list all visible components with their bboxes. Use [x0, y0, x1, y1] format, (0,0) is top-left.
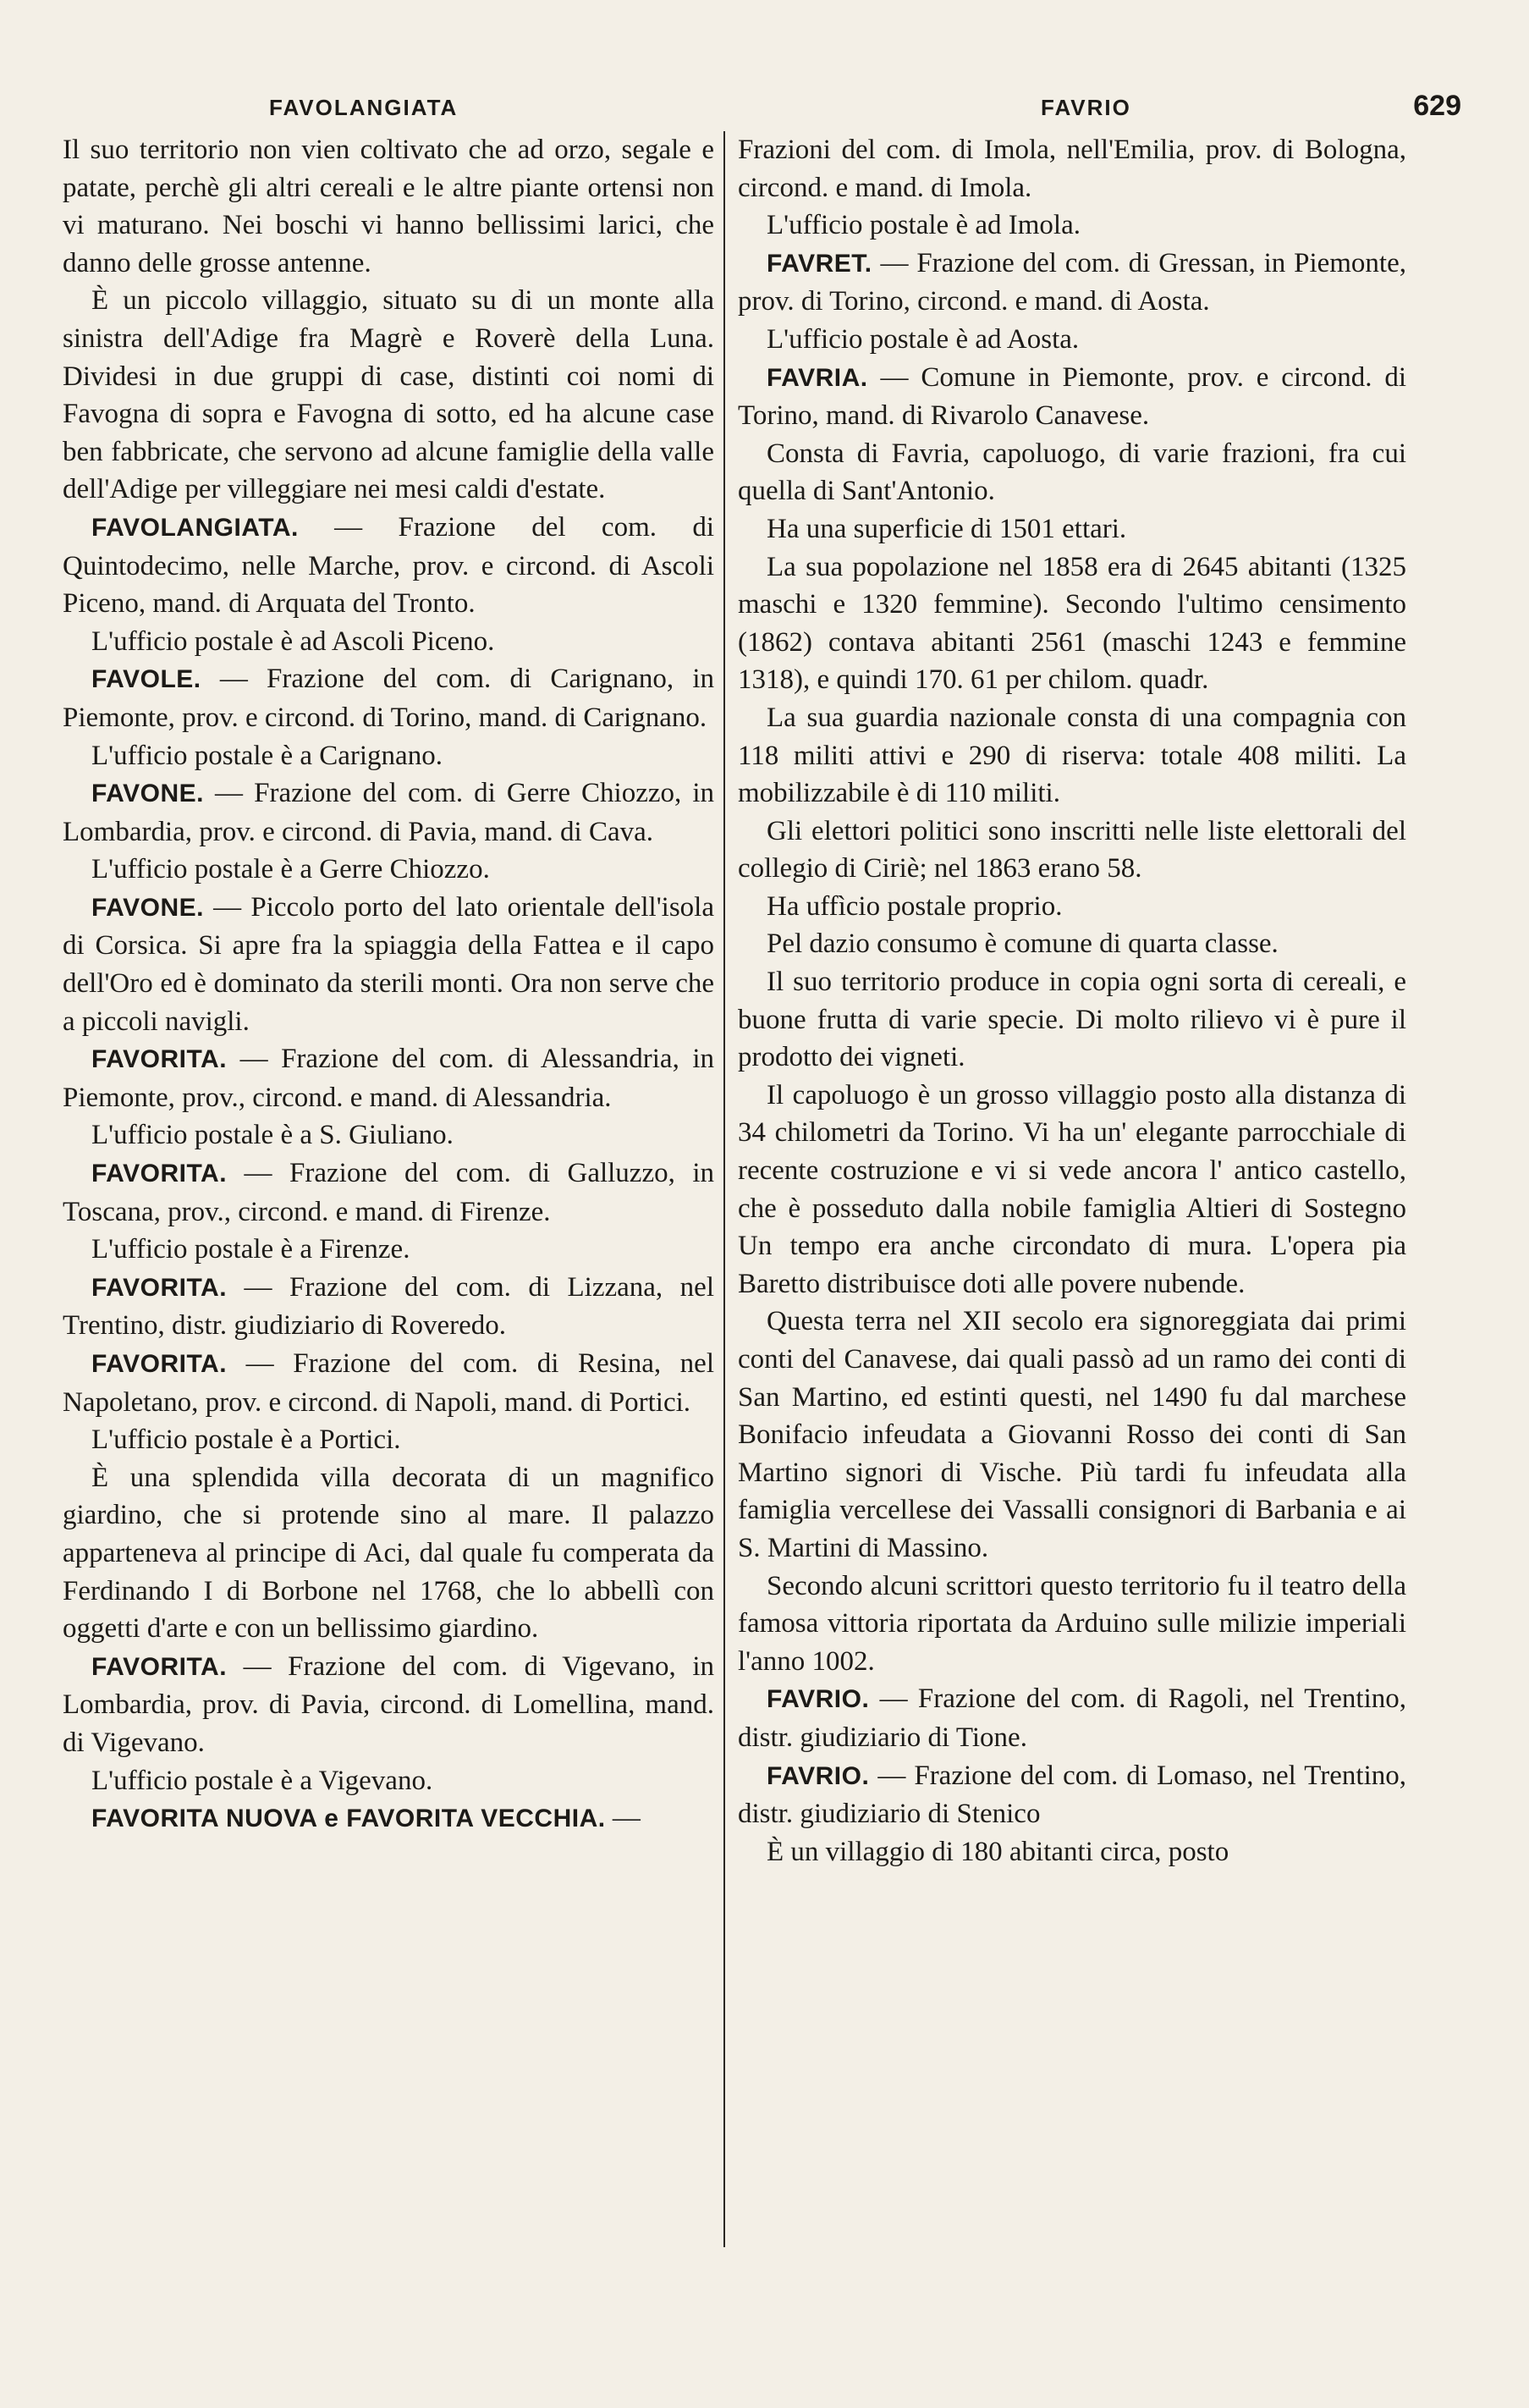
- dictionary-entry: [63, 1799, 714, 1838]
- column-divider: [723, 131, 725, 2247]
- paragraph: L'ufficio postale è a Carignano.: [91, 740, 443, 771]
- paragraph: La sua guardia nazionale consta di una compagnia con 118 militi attivi e 290 di riserva: totale 408 militi. La mobilizzabile è di 110 militi.: [738, 702, 1406, 809]
- entry-headword: FAVOLE.: [91, 665, 201, 694]
- entry-headword: FAVONE.: [91, 780, 204, 808]
- dictionary-entry: [63, 1154, 714, 1231]
- entry-text: — Frazione del com. di Gressan, in Piemonte, prov. di Torino, circond. e mand. di Aosta.: [738, 247, 1406, 317]
- entry-headword: FAVORITA.: [91, 1160, 228, 1188]
- entry-text: — Frazione del com. di Vigevano, in Lombardia, prov. di Pavia, circond. di Lomellina, mand. di Vigevano.: [63, 1650, 714, 1758]
- page-number: 629: [1413, 90, 1461, 122]
- entry-headword: FAVOLANGIATA.: [91, 513, 299, 542]
- paragraph: Gli elettori politici sono inscritti nelle liste elettorali del collegio di Ciriè; nel 1863 erano 58.: [738, 815, 1406, 884]
- paragraph: L'ufficio postale è ad Imola.: [767, 210, 1081, 241]
- paragraph: La sua popolazione nel 1858 era di 2645 abitanti (1325 maschi e 1320 femmine). Secondo l'ultimo censimento (1862) contava abitanti 2561 (maschi 1243 e femmine 1318), e quindi 170. 61 per chilom. quadr.: [738, 551, 1406, 696]
- entry-text: — Frazione del com. di Quintodecimo, nelle Marche, prov. e circond. di Ascoli Piceno, mand. di Arquata del Tronto.: [63, 511, 714, 620]
- paragraph: L'ufficio postale è a Vigevano.: [91, 1765, 433, 1796]
- paragraph: L'ufficio postale è ad Aosta.: [767, 323, 1080, 355]
- paragraph: L'ufficio postale è a Gerre Chiozzo.: [91, 854, 490, 885]
- entry-text: — Frazione del com. di Gerre Chiozzo, in Lombardia, prov. e circond. di Pavia, mand. di Cava.: [63, 778, 714, 847]
- dictionary-entry: [63, 509, 714, 623]
- entry-text: — Frazione del com. di Carignano, in Piemonte, prov. e circond. di Torino, mand. di Carignano.: [63, 664, 714, 733]
- entry-headword: FAVORITA.: [91, 1652, 228, 1681]
- running-head-left: FAVOLANGIATA: [269, 95, 459, 120]
- entry-headword: FAVORITA.: [91, 1045, 228, 1074]
- entry-headword: FAVONE.: [91, 893, 204, 922]
- page-header: [59, 90, 1470, 129]
- continued-paragraph: Frazioni del com. di Imola, nell'Emilia, prov. di Bologna, circond. e mand. di Imola.: [738, 135, 1406, 203]
- dictionary-entry: [738, 1757, 1406, 1833]
- paragraph: È un villaggio di 180 abitanti circa, posto: [767, 1836, 1229, 1867]
- paragraph: Questa terra nel XII secolo era signoreggiata dai primi conti del Canavese, dai quali passò ad un ramo dei conti di San Martino, ed estinti questi, nel 1490 fu dal marchese Bonifacio infeudata a Giovanni Rosso dei conti di San Martino signori di Vische. Più tardi fu infeudata alla famiglia vercellese dei Vassalli consignori di Barbania e ai S. Martini di Massino.: [738, 1306, 1406, 1563]
- entry-headword: FAVORITA.: [91, 1273, 228, 1302]
- dictionary-entry: [738, 245, 1406, 321]
- entry-text: — Frazione del com. di Lomaso, nel Trentino, distr. giudiziario di Stenico: [738, 1760, 1406, 1830]
- entry-headword: FAVORITA NUOVA e FAVORITA VECCHIA.: [91, 1805, 606, 1833]
- paragraph: Il suo territorio produce in copia ogni sorta di cereali, e buone frutta di varie specie. Di molto rilievo vi è pure il prodotto dei vigneti.: [738, 967, 1406, 1073]
- entry-text: — Frazione del com. di Ragoli, nel Trentino, distr. giudiziario di Tione.: [738, 1683, 1406, 1753]
- dictionary-entry: [63, 1648, 714, 1762]
- left-column: [63, 131, 714, 1838]
- dictionary-entry: [63, 660, 714, 736]
- dictionary-entry: [738, 1680, 1406, 1756]
- entry-headword: FAVRET.: [767, 249, 872, 278]
- paragraph: È una splendida villa decorata di un magnifico giardino, che si protende sino al mare. Il palazzo apparteneva al principe di Aci, dal quale fu comperata da Ferdinando I di Borbone nel 1768, che lo abbellì con oggetti d'arte e con un bellissimo giardino.: [63, 1462, 714, 1645]
- entry-text: — Piccolo porto del lato orientale dell'isola di Corsica. Si apre fra la spiaggia della Fattea e il capo dell'Oro ed è dominato da sterili monti. Ora non serve che a piccoli navigli.: [63, 891, 714, 1037]
- entry-headword: FAVRIO.: [767, 1685, 870, 1714]
- entry-text: — Frazione del com. di Galluzzo, in Toscana, prov., circond. e mand. di Firenze.: [63, 1158, 714, 1227]
- entry-text: — Comune in Piemonte, prov. e circond. di Torino, mand. di Rivarolo Canavese.: [738, 361, 1406, 432]
- entry-text: — Frazione del com. di Alessandria, in Piemonte, prov., circond. e mand. di Alessandria.: [63, 1044, 714, 1113]
- paragraph: L'ufficio postale è ad Ascoli Piceno.: [91, 625, 495, 657]
- entry-headword: FAVORITA.: [91, 1350, 228, 1378]
- paragraph: Il capoluogo è un grosso villaggio posto alla distanza di 34 chilometri da Torino. Vi ha un' elegante parrocchiale di recente costruzione e vi si vede ancora l' antico castello, che è posseduto dalla nobile famiglia Altieri di Sostegno Un tempo era anche circondato di mura. L'opera pia Baretto distribuisce doti alle povere nubende.: [738, 1079, 1406, 1299]
- paragraph: L'ufficio postale è a Firenze.: [91, 1234, 410, 1265]
- paragraph: Ha una superficie di 1501 ettari.: [767, 513, 1127, 544]
- paragraph: L'ufficio postale è a Portici.: [91, 1424, 401, 1456]
- paragraph: È un piccolo villaggio, situato su di un monte alla sinistra dell'Adige fra Magrè e Roverè della Luna. Dividesi in due gruppi di case, distinti coi nomi di Favogna di sopra e Favogna di sotto, ed ha alcune case ben fabbricate, che servono ad alcune famiglie della valle dell'Adige per villeggiare nei mesi caldi d'estate.: [63, 285, 714, 505]
- entry-text: — Frazione del com. di Lizzana, nel Trentino, distr. giudiziario di Roveredo.: [63, 1271, 714, 1342]
- dictionary-entry: [63, 889, 714, 1040]
- dictionary-entry: [63, 1345, 714, 1421]
- paragraph: Pel dazio consumo è comune di quarta classe.: [767, 928, 1279, 960]
- running-head-right: FAVRIO: [1041, 95, 1131, 120]
- right-column: [738, 131, 1406, 1871]
- dictionary-entry: [63, 1040, 714, 1116]
- dictionary-entry: [63, 1269, 714, 1345]
- paragraph: L'ufficio postale è a S. Giuliano.: [91, 1120, 454, 1151]
- entry-text: — Frazione del com. di Resina, nel Napoletano, prov. e circond. di Napoli, mand. di Portici.: [63, 1348, 714, 1418]
- entry-text: —: [605, 1803, 641, 1834]
- dictionary-entry: [738, 359, 1406, 435]
- continued-paragraph: Il suo territorio non vien coltivato che ad orzo, segale e patate, perchè gli altri cereali e le altre piante ortensi non vi maturano. Nei boschi vi hanno bellissimi larici, che danno delle grosse antenne.: [63, 135, 714, 278]
- paragraph: Secondo alcuni scrittori questo territorio fu il teatro della famosa vittoria riportata da Arduino sulle milizie imperiali l'anno 1002.: [738, 1570, 1406, 1677]
- paragraph: Consta di Favria, capoluogo, di varie frazioni, fra cui quella di Sant'Antonio.: [738, 438, 1406, 507]
- entry-headword: FAVRIA.: [767, 363, 868, 392]
- dictionary-entry: [63, 774, 714, 851]
- entry-headword: FAVRIO.: [767, 1761, 870, 1790]
- paragraph: Ha uffìcio postale proprio.: [767, 890, 1063, 922]
